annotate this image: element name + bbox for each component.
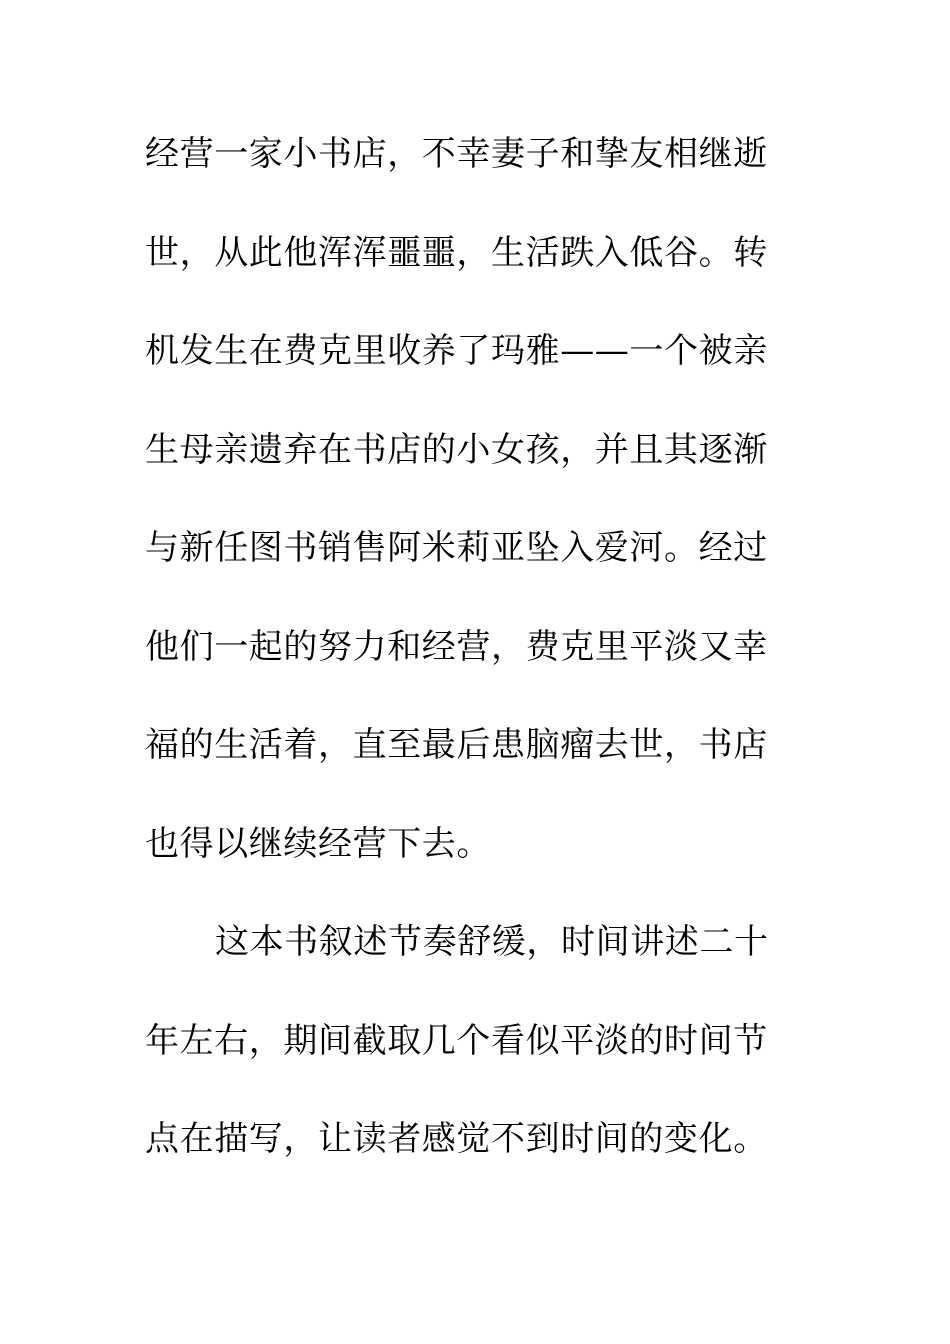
text-line: 生母亲遗弃在书店的小女孩，并且其逐渐 bbox=[145, 429, 768, 470]
text-line: 点在描写，让读者感觉不到时间的变化。 bbox=[145, 1119, 768, 1159]
paragraph-first-line: 这本书叙述节奏舒缓，时间讲述二十 bbox=[215, 922, 769, 962]
text-line: 世，从此他浑浑噩噩，生活跌入低谷。转 bbox=[145, 232, 768, 273]
text-line: 经营一家小书店，不幸妻子和挚友相继逝 bbox=[145, 134, 768, 174]
text-line: 与新任图书销售阿米莉亚坠入爱河。经过 bbox=[145, 528, 768, 568]
text-line: 机发生在费克里收养了玛雅——一个被亲 bbox=[145, 331, 768, 371]
text-line: 福的生活着，直至最后患脑瘤去世，书店 bbox=[145, 725, 768, 765]
body-text bbox=[145, 127, 785, 1211]
text-line: 他们一起的努力和经营，费克里平淡又幸 bbox=[145, 626, 768, 667]
text-line: 年左右，期间截取几个看似平淡的时间节 bbox=[145, 1020, 768, 1061]
text-line: 也得以继续经营下去。 bbox=[145, 823, 491, 864]
